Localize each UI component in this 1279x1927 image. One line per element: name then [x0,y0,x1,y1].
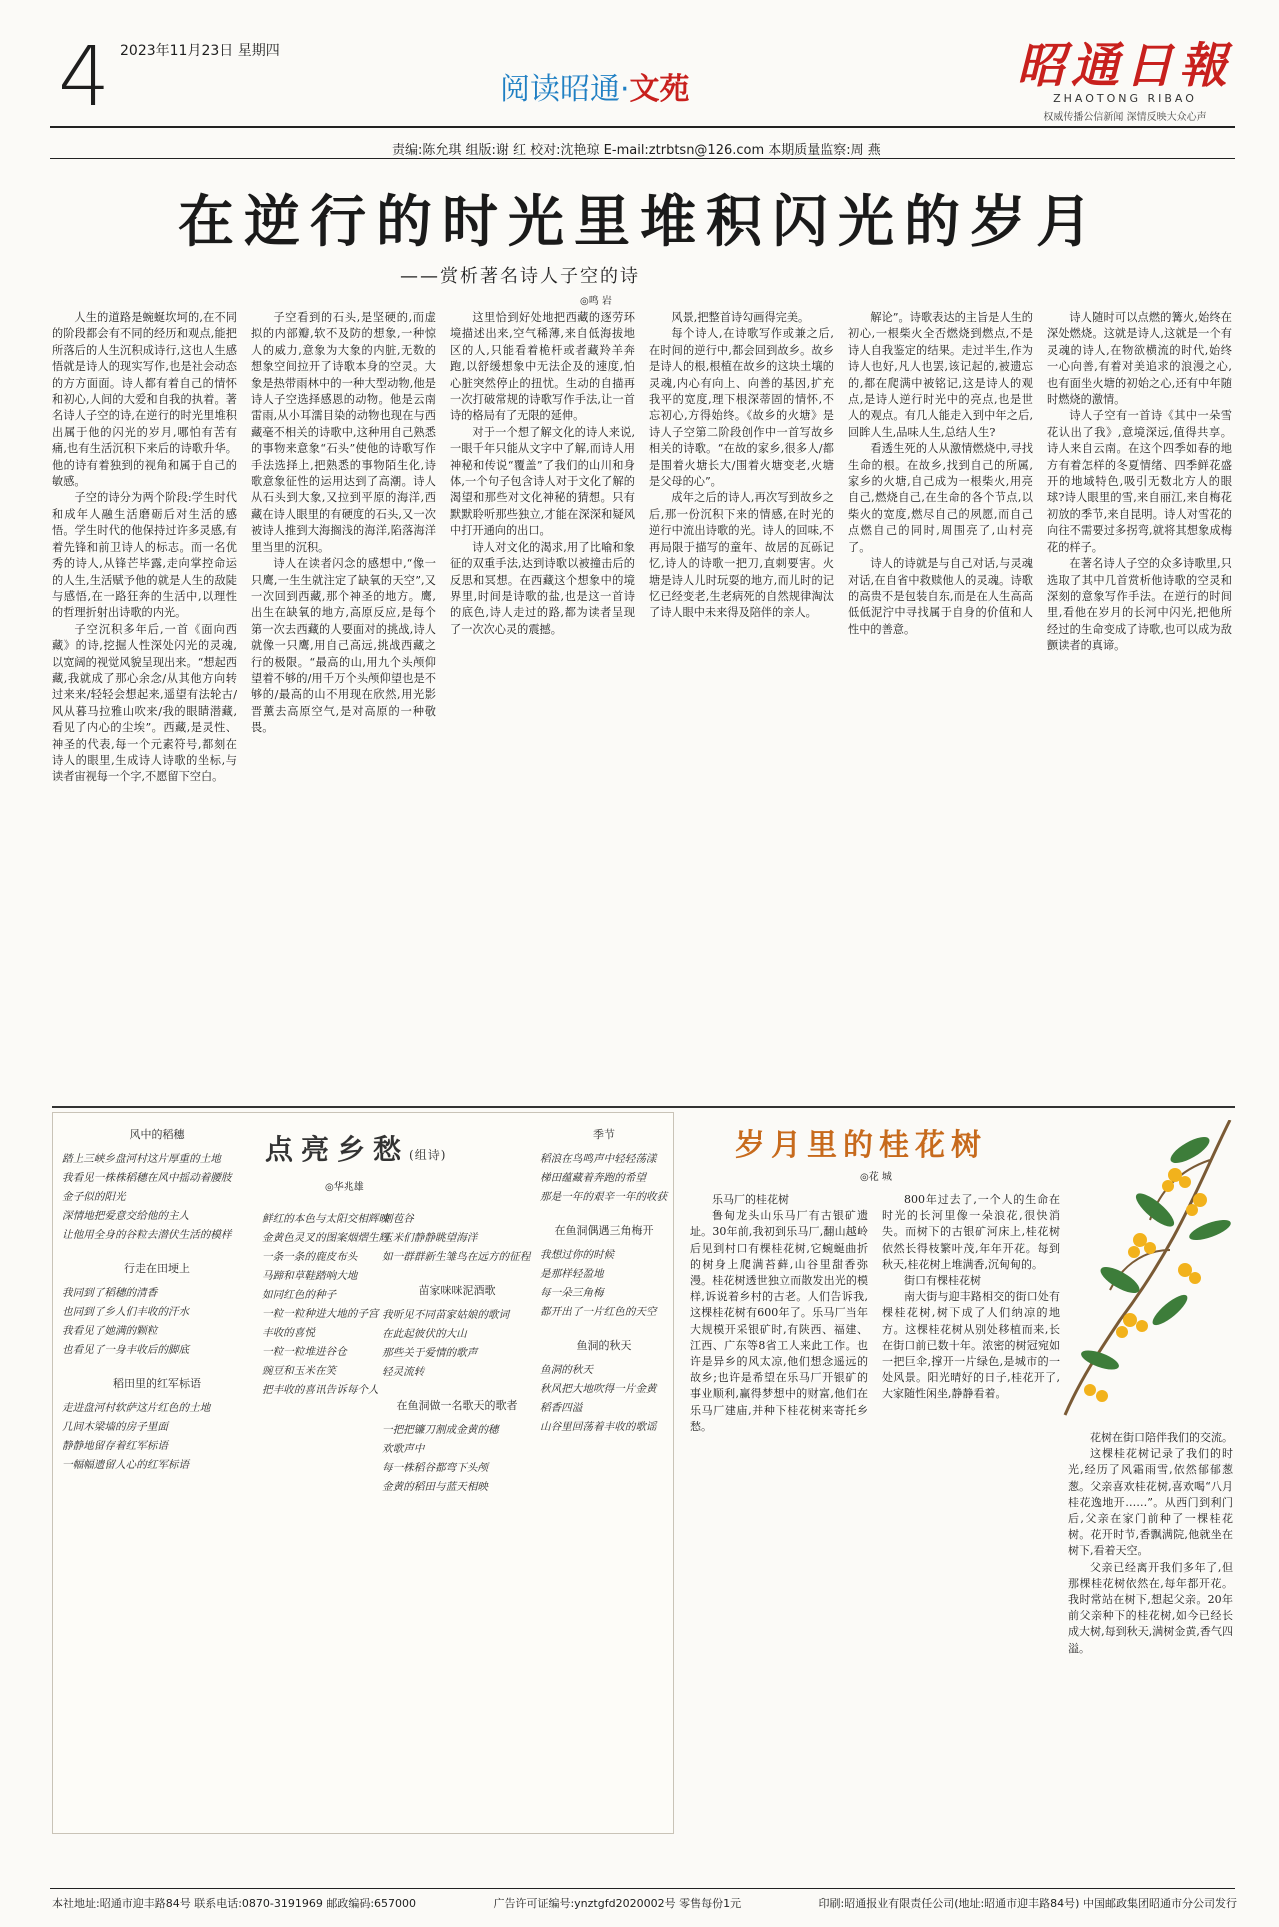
footer [52,1895,1237,1911]
osmanthus-body [690,1192,1060,1842]
poem-line: 梯田蕴藏着奔跑的希望 [540,1172,646,1184]
poem-line: 几间木梁墙的房子里面 [62,1421,168,1433]
poem-line: 每一株稻谷都弯下头颅 [382,1462,488,1474]
poem-line: 也看见了一身丰收后的脚底 [62,1344,190,1356]
poem-line: 如同红色的种子 [262,1289,337,1301]
issue-date: 2023年11月23日 星期四 [120,43,280,59]
poem-group-note: (组诗) [409,1148,447,1162]
osmanthus-paragraph: 街口有棵桂花树 [904,1274,981,1288]
logo-en: ZHAOTONG RIBAO [1053,92,1197,105]
footer-printer: 印刷:昭通报业有限责任公司(地址:昭通市迎丰路84号) 中国邮政集团昭通市分公司发行 [818,1897,1237,1910]
poem-line: 一粒一粒堆进谷仓 [262,1346,347,1358]
osmanthus-paragraph: 800年过去了,一个人的生命在时光的长河里像一朵浪花,很快消失。而树下的古银矿河床上,桂花树依然长得枝繁叶茂,年年开花。每到秋天,桂花树上堆满香,沉甸甸的。 [882,1193,1060,1271]
osmanthus-paragraph: 鲁甸龙头山乐马厂有古银矿遗址。30年前,我初到乐马厂,翻山越岭后见到村口有棵桂花树,它蜿蜒曲折的树身上爬满苔藓,山谷里甜香弥漫。桂花树透世独立而散发出光的模样,诉说着乡村的古老。人们告诉我,这棵桂花树有600年了。乐马厂当年大规模开采银矿时,有陕西、福建、江西、广东等8省工人来此工作。也许是异乡的风太凉,他们想念遥远的故乡;也许是希望在乐马厂开银矿的事业顺利,赢得梦想中的财富,他们在乐马厂建庙,并种下桂花树来寄托乡愁。 [690,1209,868,1433]
poem-line: 我看见一株株稻穗在风中摇动着腰肢 [62,1172,232,1184]
poem-line: 静静地留存着红军标语 [62,1440,168,1452]
poem-title: 苗家咪咪泥酒歌 [418,1284,496,1297]
poem-line: 是那样轻盈地 [540,1268,604,1280]
poem-line: 刺苞谷 [382,1213,414,1225]
article-column [450,310,635,1100]
poem-line: 那些关于爱情的歌声 [382,1347,478,1359]
poem-line: 让他用全身的谷粒去潜伏生活的模样 [62,1229,232,1241]
article-headline: 在逆行的时光里堆积闪光的岁月 [178,190,1102,255]
footer-rule [50,1888,1235,1889]
poem-line: 一把把镰刀割成金黄的穗 [382,1424,499,1436]
poem-line: 我想过你的时候 [540,1249,615,1261]
poem-title: 在鱼洞做一名歌天的歌者 [396,1399,518,1412]
footer-address: 本社地址:昭通市迎丰路84号 联系电话:0870-3191969 邮政编码:657000 [52,1897,417,1910]
article-paragraph: 看透生死的人从激情燃烧中,寻找生命的根。在故乡,找到自己的所属,家乡的火塘,自己成为一根柴火,用亮自己,燃烧自己,在生命的各个节点,以柴火的宽度,燃尽自己的夙愿,而自己点燃自己的同时,周围亮了,山村亮了。 [848,442,1033,554]
editors-line: 责编:陈允琪 组版:谢 红 校对:沈艳琼 E-mail:ztrbtsn@126.com 本期质量监察:周 燕 [392,143,881,158]
poem-line: 金黄色灵叉的图案烟熠生辉 [262,1232,390,1244]
osmanthus-paragraph: 父亲已经离开我们多年了,但那棵桂花树依然在,每年都开花。我时常站在树下,想起父亲。20年前父亲种下的桂花树,如今已经长成大树,每到秋天,满树金黄,香气四溢。 [1068,1560,1233,1655]
poem-title: 季节 [593,1128,615,1141]
poem-line: 丰收的喜悦 [262,1327,315,1339]
poem-line: 轻灵流转 [382,1366,425,1378]
poem-column-3 [382,1210,532,1511]
poem-title: 鱼洞的秋天 [576,1339,632,1352]
poem-line: 玉米们静静眺望海洋 [382,1232,478,1244]
logo-text: 昭通日報 [1016,38,1233,94]
poem-title: 在鱼洞偶遇三角梅开 [554,1224,654,1237]
article-column [848,310,1033,1100]
poem-line: 稻香四溢 [540,1402,583,1414]
section-title [500,64,690,108]
article-paragraph: 诗人随时可以点燃的篝火,始终在深处燃烧。这就是诗人,这就是一个有灵魂的诗人,在物欲横流的时代,始终一心向善,有着对美追求的浪漫之心,也有面坐火塘的初始之心,还有中年随时燃烧的激情。 [1047,311,1232,407]
poem-line: 稻浪在鸟鸣声中轻轻荡漾 [540,1153,657,1165]
poem-author: ◎华兆雄 [325,1182,364,1193]
article-paragraph: 风景,把整首诗勾画得完美。 [671,311,810,324]
article-paragraph: 子空看到的石头,是坚硬的,而虚拟的内部瓣,软不及防的想象,一种惊人的威力,意象为大象的内脏,无数的想象空间拉开了诗歌本身的空灵。大象是热带雨林中的一种大型动物,他是诗人子空选择感恩的动物。他是云南雷雨,从小耳濡目染的动物也现在与西藏毫不相关的诗歌中,这种用自己熟悉的事物来意象“石头”使他的诗歌写作手法选择上,把熟悉的事物陌生化,诗歌意象征性的运用达到了高潮。诗人从石头到大象,又拉到平原的海洋,西藏在诗人眼里的有硬度的石头,又一次被诗人推到大海搁浅的海洋,陷落海洋里当里的沉积。 [251,311,436,554]
poem-line: 也同到了乡人们丰收的汗水 [62,1306,190,1318]
article-body [52,310,1232,1100]
poem-line: 每一朵三角梅 [540,1287,604,1299]
osmanthus-body-right [1068,1430,1233,1840]
poem-column-1 [62,1125,252,1489]
editors-rule [50,158,1235,159]
article-paragraph: 诗人在读者闪念的感想中,“像一只鹰,一生生就注定了缺氧的天空”,又一次回到西藏,那个神圣的地方。鹰,出生在缺氧的地方,高原反应,是每个第一次去西藏的人要面对的挑战,诗人就像一只鹰,用自己高远,挑战西藏之行的极限。“最高的山,用九个头颅仰望着不够的/用千万个头颅仰望也是不够的/最高的山不用现在欣然,用光影晋薰去高原空气,是对高原的一种敬畏。 [251,557,436,735]
newspaper-logo [1010,40,1240,123]
poem-group-name: 点亮乡愁 [265,1133,410,1166]
article-paragraph: 子空的诗分为两个阶段:学生时代和成年人融生活磨砺后对生活的感悟。学生时代的他保持过许多灵感,有着先锋和前卫诗人的标志。而一名优秀的诗人,从锋芒毕露,走向掌控命运的人生,生活赋予他的就是人生的敌陡与感悟,在一路狂奔的生活中,以理性的哲理折射出诗歌的内光。 [52,491,237,620]
article-paragraph: 人生的道路是蜿蜒坎坷的,在不同的阶段都会有不同的经历和观点,能把所落后的人生沉积成诗行,这也人生感悟就是诗人的现实写作,也是社会动态的方方面面。诗人都有着自己的情怀和初心,人间的大爱和自我的执着。著名诗人子空的诗,在逆行的时光里堆积出属于他的闪光的岁月,哪怕有苦有痛,也有生活沉积下来后的诗歌升华。他的诗有着独到的视角和属于自己的敏感。 [52,311,237,489]
poem-line: 都开出了一片红色的天空 [540,1306,657,1318]
section-prefix: 阅读昭通· [500,72,630,107]
article-paragraph: 诗人的诗就是与自己对话,与灵魂对话,在自省中救赎他人的灵魂。诗歌的高贵不是包装自东,而是在人生高高低低泥泞中寻找属于自身的价值和人性中的善意。 [848,557,1033,636]
article-paragraph: 每个诗人,在诗歌写作或兼之后,在时间的逆行中,都会回到故乡。故乡是诗人的根,根植在故乡的这块土壤的灵魂,内心有向上、向善的基因,扩充我平的宽度,理下根深蒂固的情怀,不忘初心,方得始终。《故乡的火塘》是诗人子空第二阶段创作中一首写故乡相关的诗歌。“在故的家乡,很多人/都是围着火塘长大/围着火塘变老,火塘是父母的心”。 [649,327,834,489]
poem-line: 金黄的稻田与蓝天相映 [382,1481,488,1493]
poem-line: 走进盘河村软萨这片红色的土地 [62,1402,211,1414]
poem-line: 把丰收的喜讯告诉每个人 [262,1384,379,1396]
article-paragraph: 子空沉积多年后,一首《面向西藏》的诗,挖掘人性深处闪光的灵魂,以宽阔的视觉风貌呈现出来。“想起西藏,我就成了那心余念/从其他方向转过来来/轻轻会想起来,遥望有法轮古/风从暮马拉雅山吹来/我的眼睛潜藏,看见了内心的尘埃”。西藏,是灵性、神圣的代表,每一个元素符号,都刻在诗人的眼里,生成诗人诗歌的坐标,与读者宙视每一个字,不愿留下空白。 [52,622,237,784]
poem-title: 稻田里的红军标语 [113,1377,201,1390]
article-column [1047,310,1232,1100]
article-paragraph: 诗人子空有一首诗《其中一朵雪花认出了我》,意境深远,值得共享。诗人来自云南。在这个四季如春的地方有着怎样的冬夏情绪、四季鲜花盛开的地域特色,吸引无数北方人的眼球?诗人眼里的雪,来自丽江,来自梅花初放的季节,来自昆明。诗人对雪花的向往不需要过多拐弯,就将其想象成梅花的样子。 [1047,409,1232,554]
poem-line: 我同到了稻穗的清香 [62,1287,158,1299]
osmanthus-author: ◎花 城 [860,1172,892,1183]
poem-title: 行走在田埂上 [124,1262,190,1275]
poem-title: 风中的稻穗 [129,1128,185,1141]
poem-line: 一条一条的鹿皮布头 [262,1251,358,1263]
article-paragraph: 诗人对文化的渴求,用了比喻和象征的双重手法,达到诗歌以被撞击后的反思和冥想。在西藏这个想象中的境界里,时间是诗歌的盐,也是这一首诗的底色,诗人走过的路,都为读者呈现了一次次心灵的震撼。 [450,540,635,636]
article-column [251,310,436,1100]
section-divider [52,1106,1235,1108]
page-number: 4 [58,30,111,125]
poem-line: 金子似的阳光 [62,1191,126,1203]
poem-line: 一粒一粒种进大地的子宫 [262,1308,379,1320]
poem-line: 豌豆和玉米在笑 [262,1365,337,1377]
poem-line: 鱼洞的秋天 [540,1364,593,1376]
poem-line: 欢歌声中 [382,1443,425,1455]
poem-line: 马蹄和草鞋踏响大地 [262,1270,358,1282]
article-column [52,310,237,1100]
poem-line: 一幅幅遗留人心的红军标语 [62,1459,190,1471]
poem-line: 踏上三峡乡盘河村这片厚重的土地 [62,1153,221,1165]
poem-line: 我听见不同苗家姑娘的歌词 [382,1309,510,1321]
poem-line: 深情地把爱意交给他的主人 [62,1210,190,1222]
osmanthus-paragraph: 这棵桂花树记录了我们的时光,经历了风霜雨雪,依然郁郁葱葱。父亲喜欢桂花树,喜欢喝“八月桂花逸地开……”。从西门到利门后,父亲在家门前种了一棵桂花树。花开时节,香飘满院,他就坐在树下,看着天空。 [1068,1447,1233,1558]
osmanthus-flower-illustration [1060,1120,1235,1420]
article-byline: ◎鸣 岩 [580,296,612,307]
osmanthus-title: 岁月里的桂花树 [735,1128,987,1163]
poem-line: 山谷里回荡着丰收的歌谣 [540,1421,657,1433]
article-paragraph: 对于一个想了解文化的诗人来说,一眼千年只能从文字中了解,而诗人用神秘和传说“覆盖”了我们的山川和身体,一个句子包含诗人对于文化了解的渴望和那些对文化神秘的猜想。只有默默聆听那些独立,才能在深深和疑风中打开通向的出口。 [450,425,635,538]
poem-line: 鲜红的本色与太阳交相辉映 [262,1213,390,1225]
article-paragraph: 解论”。诗歌表达的主旨是人生的初心,一根柴火全否燃烧到燃点,不是诗人自我鉴定的结果。走过半生,作为诗人也好,凡人也罢,该记起的,被遗忘的,都在爬满中被铭记,这是诗人的观点,是诗人逆行时光中的亮点,也是世人的观点。有几人能走入到中年之后,回眸人生,品味人生,总结人生? [848,311,1033,439]
article-paragraph: 在著名诗人子空的众多诗歌里,只选取了其中几首赏析他诗歌的空灵和深刻的意象写作手法。在逆行的时间里,看他在岁月的长河中闪光,把他所经过的生命变成了诗歌,也可以成为敌颤读者的真谛。 [1047,557,1232,653]
poem-line: 秋风把大地吹得一片金黄 [540,1383,657,1395]
slogan: 权威传播公信新闻 深情反映大众心声 [1043,112,1207,123]
footer-license: 广告许可证编号:ynztgfd2020002号 零售每份1元 [493,1897,742,1910]
section-name: 文苑 [629,72,690,107]
poem-line: 在此起彼伏的大山 [382,1328,467,1340]
poem-column-4 [540,1125,668,1451]
osmanthus-paragraph: 花树在街口陪伴我们的交流。 [1090,1431,1233,1444]
poem-line: 如一群群新生雏鸟在远方的征程 [382,1251,531,1263]
article-column [649,310,834,1100]
header-rule [50,126,1235,128]
osmanthus-paragraph: 乐马厂的桂花树 [712,1193,789,1206]
poem-line: 我看见了她满的颗粒 [62,1325,158,1337]
article-paragraph: 成年之后的诗人,再次写到故乡之后,那一份沉积下来的情感,在时光的逆行中流出诗歌的光。诗人的回味,不再局限于描写的童年、故居的瓦砾记忆,诗人的诗歌一把刀,直刺要害。火塘是诗人儿时玩耍的地方,而儿时的记忆已经变老,生老病死的自然规律淘汰了诗人眼中未来得及陪伴的亲人。 [649,491,834,620]
osmanthus-paragraph: 南大街与迎丰路相交的街口处有棵桂花树,树下成了人们纳凉的地方。这棵桂花树从别处移植而来,长在街口前已数十年。浓密的树冠宛如一把巨伞,撑开一片绿色,是城市的一处风景。阳光晴好的日子,桂花开了,大家随性闲坐,静静看着。 [882,1290,1060,1401]
article-paragraph: 这里恰到好处地把西藏的逐劳环境描述出来,空气稀薄,来自低海拔地区的人,只能看着桅杆或者藏羚羊奔跑,以舒缓想象中无法企及的速度,怕心脏突然停止的扭忧。生动的自描再一次打破常规的诗歌写作手法,让一首诗的格局有了无限的延伸。 [450,311,635,423]
article-subheadline: ——赏析著名诗人子空的诗 [400,266,640,287]
poem-line: 那是一年的艰辛一年的收获 [540,1191,668,1203]
poem-group-title [265,1128,446,1168]
